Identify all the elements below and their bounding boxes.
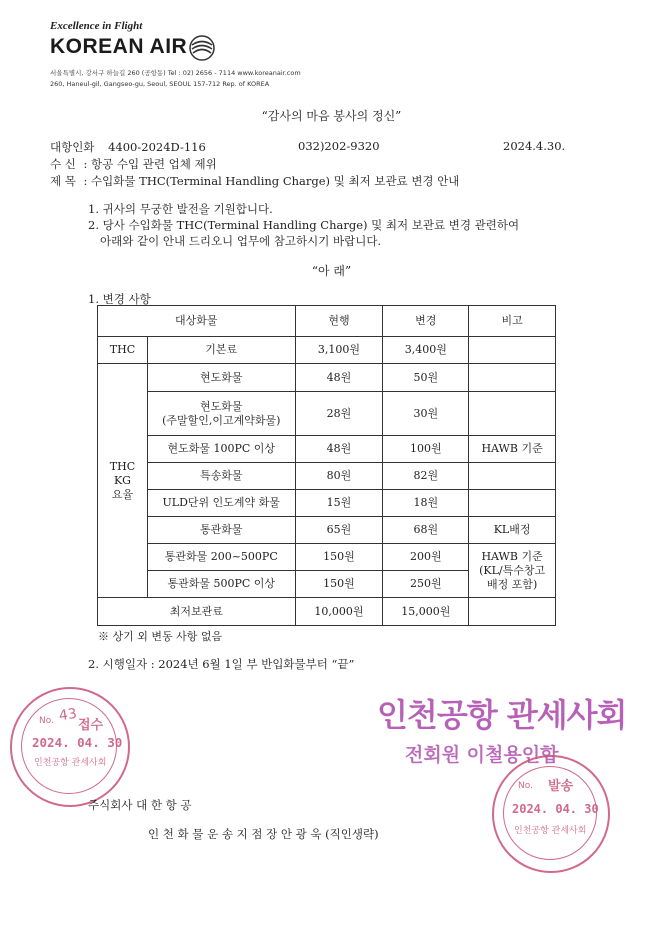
stamp-no: 43 — [57, 705, 78, 725]
cell-note — [469, 392, 556, 436]
recipient: : 항공 수입 관련 업체 제위 — [83, 157, 217, 171]
cell-item: 현도화물 100PC 이상 — [147, 436, 295, 463]
cell-note — [469, 490, 556, 517]
table-row — [98, 392, 556, 436]
header-target-cargo: 대상화물 — [98, 306, 296, 337]
cell-new: 68원 — [383, 517, 469, 544]
cell-new: 15,000원 — [383, 598, 469, 626]
kg-label-line: 요율 — [111, 487, 134, 501]
cell-note — [469, 544, 556, 598]
table-row — [98, 436, 556, 463]
company-signature: 주식회사 대 한 항 공 — [88, 798, 192, 812]
cell-item: 통관화물 200~500PC — [147, 544, 295, 571]
manager-signature: 인 천 화 물 운 송 지 점 장 안 광 욱 (직인생략) — [148, 827, 379, 841]
cell-item: 기본료 — [147, 337, 295, 364]
cell-item: 현도화물 — [147, 364, 295, 392]
header-note: 비고 — [469, 306, 556, 337]
header-current: 현행 — [295, 306, 383, 337]
thc-kg-label — [98, 364, 148, 598]
cell-note: KL배정 — [469, 517, 556, 544]
cell-current: 150원 — [295, 544, 383, 571]
rate-table — [97, 305, 556, 626]
cell-current: 48원 — [295, 436, 383, 463]
paragraph-1: 1. 귀사의 무궁한 발전을 기원합니다. — [88, 202, 273, 216]
table-row — [98, 517, 556, 544]
cell-note: HAWB 기준 — [469, 436, 556, 463]
recipient-row — [50, 156, 217, 172]
cell-item — [147, 392, 295, 436]
seal-person: 전회원 이철용인합 — [405, 744, 559, 766]
cell-new: 82원 — [383, 463, 469, 490]
stamp-date: 2024. 04. 30 — [512, 802, 599, 816]
cell-note — [469, 463, 556, 490]
note-line: 배정 포함) — [486, 577, 538, 591]
section-1-title: 1. 변경 사항 — [88, 292, 151, 306]
cell-current: 80원 — [295, 463, 383, 490]
cell-item: 특송화물 — [147, 463, 295, 490]
cell-current: 65원 — [295, 517, 383, 544]
cell-current: 10,000원 — [295, 598, 383, 626]
table-row — [98, 490, 556, 517]
cell-new: 250원 — [383, 571, 469, 598]
kg-label-line: THC — [109, 459, 136, 473]
doc-number-row — [50, 139, 206, 155]
motto: “감사의 마음 봉사의 정신” — [261, 109, 402, 123]
doc-number: 4400-2024D-116 — [108, 140, 206, 154]
cell-note — [469, 364, 556, 392]
note-line: HAWB 기준 — [481, 549, 543, 563]
subject: : 수입화물 THC(Terminal Handling Charge) 및 최저 보관료 변경 안내 — [83, 174, 460, 188]
cell-item: 통관화물 500PC 이상 — [147, 571, 295, 598]
subject-row — [50, 173, 459, 189]
received-stamp — [10, 687, 130, 807]
korean-air-logo-icon — [187, 33, 217, 63]
stamp-org: 인천공항 관세사회 — [514, 826, 587, 836]
cell-new: 30원 — [383, 392, 469, 436]
ah-heading: “아 래” — [311, 264, 352, 278]
cell-new: 50원 — [383, 364, 469, 392]
table-row — [98, 598, 556, 626]
cell-current: 48원 — [295, 364, 383, 392]
note-text: ※ 상기 외 변동 사항 없음 — [98, 630, 223, 643]
cell-new: 200원 — [383, 544, 469, 571]
subject-label: 제 목 — [50, 174, 76, 188]
address-korean: 서울특별시, 강서구 하늘길 260 (공항동) Tel : 02) 2656 - 7114 www.koreanair.com — [50, 69, 301, 77]
cell-new: 18원 — [383, 490, 469, 517]
table-row — [98, 364, 556, 392]
sent-stamp — [492, 755, 610, 873]
phone: 032)202-9320 — [298, 139, 380, 153]
note-line: (KL/특수창고 — [479, 563, 546, 577]
cell-new: 100원 — [383, 436, 469, 463]
cell-item: ULD단위 인도계약 화물 — [147, 490, 295, 517]
table-row — [98, 463, 556, 490]
cell-item-line: (주말할인,이고계약화물) — [162, 413, 281, 427]
seal-organization: 인천공항 관세사회 — [377, 696, 627, 734]
cell-current: 28원 — [295, 392, 383, 436]
thc-label: THC — [98, 337, 148, 364]
brand-name: KOREAN AIR — [50, 35, 188, 58]
table-row — [98, 337, 556, 364]
stamp-no-label: No. — [39, 716, 54, 726]
cell-current: 3,100원 — [295, 337, 383, 364]
recipient-label: 수 신 — [50, 157, 76, 171]
doc-label: 대항인화 — [50, 140, 95, 154]
table-header-row — [98, 306, 556, 337]
cell-note — [469, 337, 556, 364]
cell-item: 통관화물 — [147, 517, 295, 544]
stamp-title: 접수 — [78, 718, 104, 733]
table-row — [98, 544, 556, 571]
stamp-org: 인천공항 관세사회 — [34, 758, 107, 768]
header-new: 변경 — [383, 306, 469, 337]
section-2-title: 2. 시행일자 : 2024년 6월 1일 부 반입화물부터 “끝” — [88, 657, 355, 671]
cell-item: 최저보관료 — [98, 598, 296, 626]
doc-date: 2024.4.30. — [503, 139, 566, 153]
cell-item-line: 현도화물 — [199, 399, 243, 413]
stamp-date: 2024. 04. 30 — [32, 735, 123, 750]
stamp-title: 발송 — [548, 779, 574, 794]
address-english: 260, Haneul-gil, Gangseo-gu, Seoul, SEOUL 157-712 Rep. of KOREA — [50, 80, 270, 88]
brand-tagline: Excellence in Flight — [50, 20, 143, 32]
paragraph-2b: 아래와 같이 안내 드리오니 업무에 참고하시기 바랍니다. — [100, 234, 382, 248]
stamp-no-label: No. — [518, 781, 533, 791]
kg-label-line: KG — [113, 473, 131, 487]
cell-current: 15원 — [295, 490, 383, 517]
cell-note — [469, 598, 556, 626]
cell-new: 3,400원 — [383, 337, 469, 364]
paragraph-2a: 2. 당사 수입화물 THC(Terminal Handling Charge) 및 최저 보관료 변경 관련하여 — [88, 218, 520, 232]
cell-current: 150원 — [295, 571, 383, 598]
